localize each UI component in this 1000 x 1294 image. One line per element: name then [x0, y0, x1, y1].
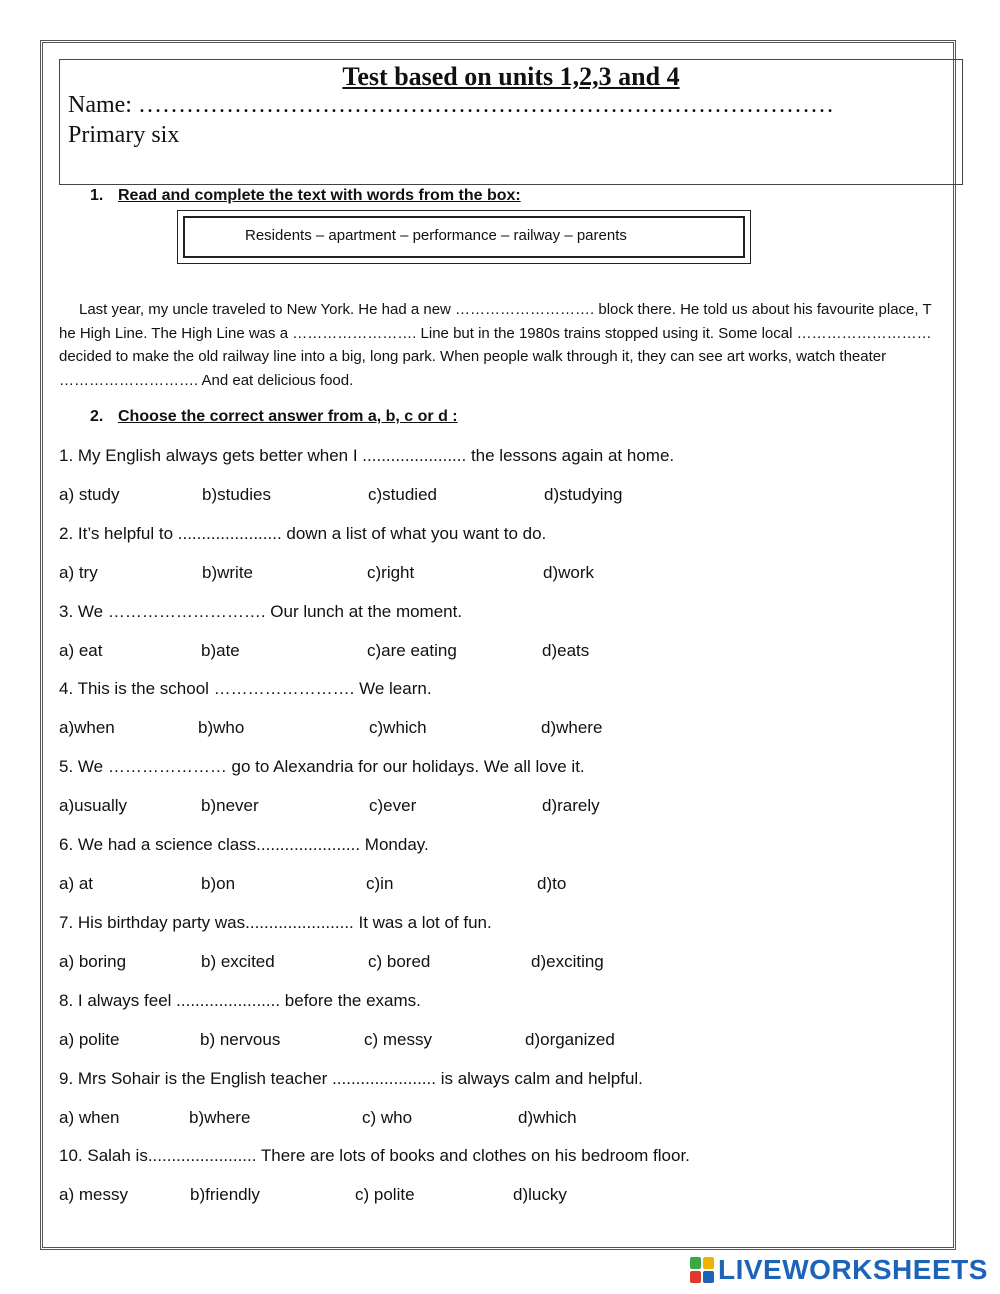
option-b[interactable]: b) nervous: [200, 1030, 281, 1049]
liveworksheets-logo: [690, 1255, 988, 1285]
header-box: [59, 59, 963, 185]
question-text: 5. We ………………… go to Alexandria for our holidays. We all love it.: [59, 757, 585, 776]
question-text: 7. His birthday party was....................... It was a lot of fun.: [59, 913, 492, 932]
option-a[interactable]: a) at: [59, 874, 94, 893]
option-b[interactable]: b)never: [201, 796, 259, 815]
option-c[interactable]: c)which: [369, 718, 427, 737]
name-field[interactable]: Name: ……………………………………………………………………………: [68, 92, 834, 118]
option-b[interactable]: b)who: [198, 718, 245, 737]
section-number: 1.: [90, 187, 104, 204]
option-b[interactable]: b)ate: [201, 641, 240, 660]
test-title: Test based on units 1,2,3 and 4: [342, 62, 680, 91]
option-c[interactable]: c) messy: [364, 1030, 432, 1049]
option-c[interactable]: c)ever: [369, 796, 417, 815]
section-title: Read and complete the text with words from the box:: [118, 187, 521, 204]
option-d[interactable]: d)eats: [542, 641, 590, 660]
logo-text: LIVEWORKSHEETS: [718, 1254, 988, 1285]
option-a[interactable]: a)usually: [59, 796, 128, 815]
option-d[interactable]: d)rarely: [542, 796, 600, 815]
option-a[interactable]: a) try: [59, 563, 98, 582]
question-text: 6. We had a science class...................... Monday.: [59, 835, 429, 854]
option-b[interactable]: b)write: [202, 563, 254, 582]
grade-label: Primary six: [68, 122, 180, 148]
option-c[interactable]: c)right: [367, 563, 415, 582]
option-a[interactable]: a) eat: [59, 641, 103, 660]
option-a[interactable]: a) study: [59, 485, 120, 504]
option-d[interactable]: d)work: [543, 563, 595, 582]
logo-block: [690, 1271, 701, 1283]
word-box-text: Residents – apartment – performance – railway – parents: [183, 216, 745, 258]
option-c[interactable]: c)studied: [368, 485, 437, 504]
question-text: 3. We ………………………. Our lunch at the moment.: [59, 602, 463, 621]
option-c[interactable]: c) bored: [368, 952, 431, 971]
option-d[interactable]: d)studying: [544, 485, 623, 504]
logo-block: [690, 1257, 701, 1269]
logo-block: [703, 1271, 714, 1283]
option-c[interactable]: c)are eating: [367, 641, 457, 660]
option-d[interactable]: d)which: [518, 1108, 577, 1127]
option-a[interactable]: a)when: [59, 718, 115, 737]
section-title: Choose the correct answer from a, b, c or d :: [118, 408, 458, 425]
reading-passage: Last year, my uncle traveled to New York. He had a new ………………………. block there. He told us about his favourite place, T he High Line. The High Line was a ……………………. Line but in the 1980s trains stopped using it. Some local ……………………… decided to make the old railway line into a big, long park. When people walk through it, they can see art works, watch theater ………………………. And eat delicious food.: [59, 301, 932, 389]
option-a[interactable]: a) when: [59, 1108, 120, 1127]
logo-block: [703, 1257, 714, 1269]
word-box: [177, 210, 751, 264]
option-b[interactable]: b)studies: [202, 485, 271, 504]
option-d[interactable]: d)to: [537, 874, 567, 893]
question-text: 4. This is the school ……………………. We learn.: [59, 679, 432, 698]
question-text: 10. Salah is....................... There are lots of books and clothes on his bedroom floor.: [59, 1146, 690, 1165]
question-text: 8. I always feel ...................... before the exams.: [59, 991, 421, 1010]
option-d[interactable]: d)organized: [525, 1030, 615, 1049]
option-d[interactable]: d)exciting: [531, 952, 604, 971]
section-2-heading: [90, 408, 458, 426]
option-c[interactable]: c) who: [362, 1108, 413, 1127]
option-c[interactable]: c) polite: [355, 1185, 415, 1204]
option-b[interactable]: b) excited: [201, 952, 275, 971]
section-1-heading: [90, 187, 521, 205]
question-text: 1. My English always gets better when I ...................... the lessons again at home.: [59, 446, 675, 465]
option-c[interactable]: c)in: [366, 874, 394, 893]
option-b[interactable]: b)on: [201, 874, 236, 893]
option-a[interactable]: a) polite: [59, 1030, 120, 1049]
option-b[interactable]: b)where: [189, 1108, 251, 1127]
option-a[interactable]: a) boring: [59, 952, 127, 971]
question-text: 9. Mrs Sohair is the English teacher ...................... is always calm and helpful.: [59, 1069, 643, 1088]
logo-blocks-icon: [690, 1257, 714, 1283]
option-a[interactable]: a) messy: [59, 1185, 128, 1204]
option-b[interactable]: b)friendly: [190, 1185, 260, 1204]
option-d[interactable]: d)lucky: [513, 1185, 567, 1204]
question-text: 2. It’s helpful to ...................... down a list of what you want to do.: [59, 524, 547, 543]
option-d[interactable]: d)where: [541, 718, 603, 737]
section-number: 2.: [90, 408, 104, 425]
